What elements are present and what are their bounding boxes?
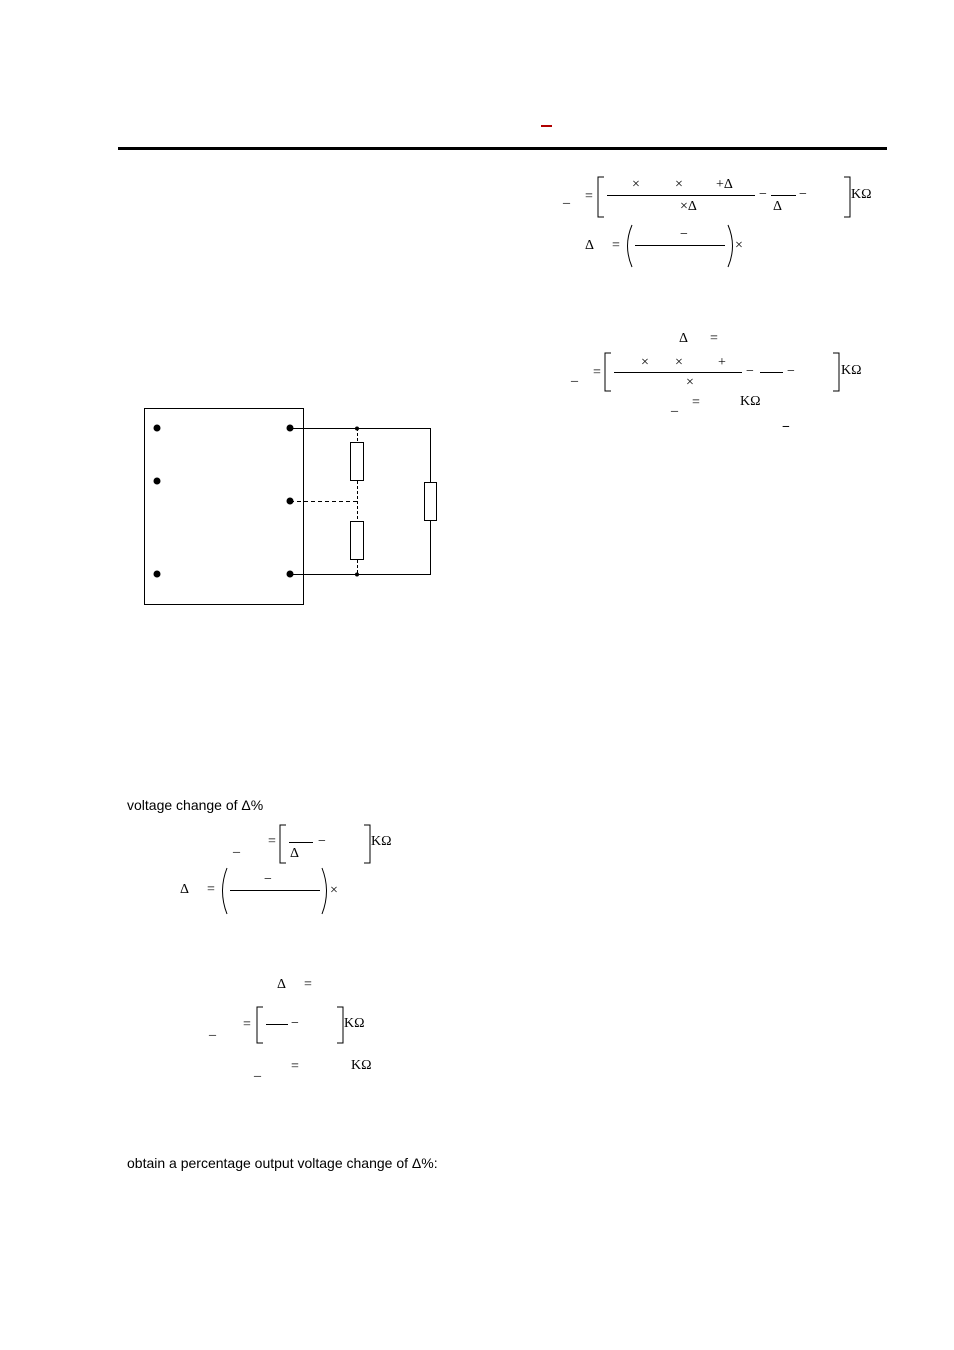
eq4-times-den: × (686, 375, 694, 390)
leq1-fraction-bar (289, 842, 313, 843)
eq1-times-b: × (675, 177, 683, 192)
leq1-equals: = (268, 834, 276, 849)
eq1-minus-b: − (799, 187, 807, 202)
leq4-fraction-bar (266, 1024, 288, 1025)
leq1-left-bracket (278, 824, 288, 864)
eq5-equals: = (692, 395, 700, 410)
leq2-fraction-bar (230, 890, 320, 891)
leq2-equals: = (207, 882, 215, 897)
module-box (145, 409, 304, 605)
eq3-delta: Δ (679, 331, 689, 346)
node-bottom (355, 573, 359, 577)
leq4-left-bracket (255, 1006, 265, 1044)
eq4-fraction-bar-2 (760, 372, 783, 373)
eq4-sub: _ (571, 369, 578, 384)
eq4-equals: = (593, 365, 601, 380)
eq6-minus: − (782, 420, 790, 435)
eq1-fraction-bar-2 (771, 195, 796, 196)
leq4-equals: = (243, 1017, 251, 1032)
eq2-times: × (735, 238, 743, 253)
leq4-unit: KΩ (344, 1016, 365, 1031)
leq5-unit: KΩ (351, 1058, 372, 1073)
terminal-left-mid (154, 478, 161, 485)
circuit-diagram (140, 404, 440, 604)
eq3-equals: = (710, 331, 718, 346)
leq1-delta: Δ (290, 846, 300, 861)
eq4-unit: KΩ (841, 363, 862, 378)
leq1-sub: _ (233, 840, 240, 855)
eq4-minus-b: − (787, 364, 795, 379)
leq4-minus: − (291, 1016, 299, 1031)
leq2-delta: Δ (180, 882, 190, 897)
eq1-plus-delta: +Δ (716, 177, 733, 192)
eq4-left-bracket (603, 352, 613, 392)
leq5-sub: _ (254, 1064, 261, 1079)
eq1-delta-den: Δ (773, 199, 783, 214)
eq1-minus-a: − (759, 187, 767, 202)
terminal-left-bottom (154, 571, 161, 578)
eq5-sub: _ (671, 399, 678, 414)
leq1-unit: KΩ (371, 834, 392, 849)
leq3-equals: = (304, 977, 312, 992)
header-red-mark (541, 125, 552, 127)
eq1-sub: _ (563, 191, 570, 206)
eq1-fraction-bar (607, 195, 755, 196)
eq4-times-a: × (641, 355, 649, 370)
resistor-upper (351, 443, 364, 481)
eq1-equals: = (585, 189, 593, 204)
eq5-unit: KΩ (740, 394, 761, 409)
resistor-load (425, 483, 437, 521)
eq4-minus-a: − (746, 364, 754, 379)
text-voltage-change: voltage change of Δ% (127, 797, 264, 813)
leq2-minus: − (264, 872, 272, 887)
resistor-lower (351, 522, 364, 560)
leq2-left-paren (217, 867, 229, 915)
terminal-left-top (154, 425, 161, 432)
eq1-left-bracket (596, 176, 606, 218)
eq4-times-b: × (675, 355, 683, 370)
eq2-fraction-bar (635, 245, 725, 246)
eq1-times-a: × (632, 177, 640, 192)
eq2-equals: = (612, 238, 620, 253)
eq4-fraction-bar (614, 372, 742, 373)
leq4-sub: _ (209, 1023, 216, 1038)
leq2-times: × (330, 883, 338, 898)
leq5-equals: = (291, 1059, 299, 1074)
eq4-plus: + (718, 355, 726, 370)
header-rule (118, 147, 887, 150)
leq1-minus: − (318, 834, 326, 849)
eq1-unit: KΩ (851, 187, 872, 202)
eq2-left-paren (622, 224, 634, 268)
leq3-delta: Δ (277, 977, 287, 992)
eq1-times-delta: ×Δ (680, 199, 697, 214)
eq2-delta: Δ (585, 238, 595, 253)
text-obtain: obtain a percentage output voltage change of Δ%: (127, 1155, 438, 1171)
eq2-minus: − (680, 227, 688, 242)
